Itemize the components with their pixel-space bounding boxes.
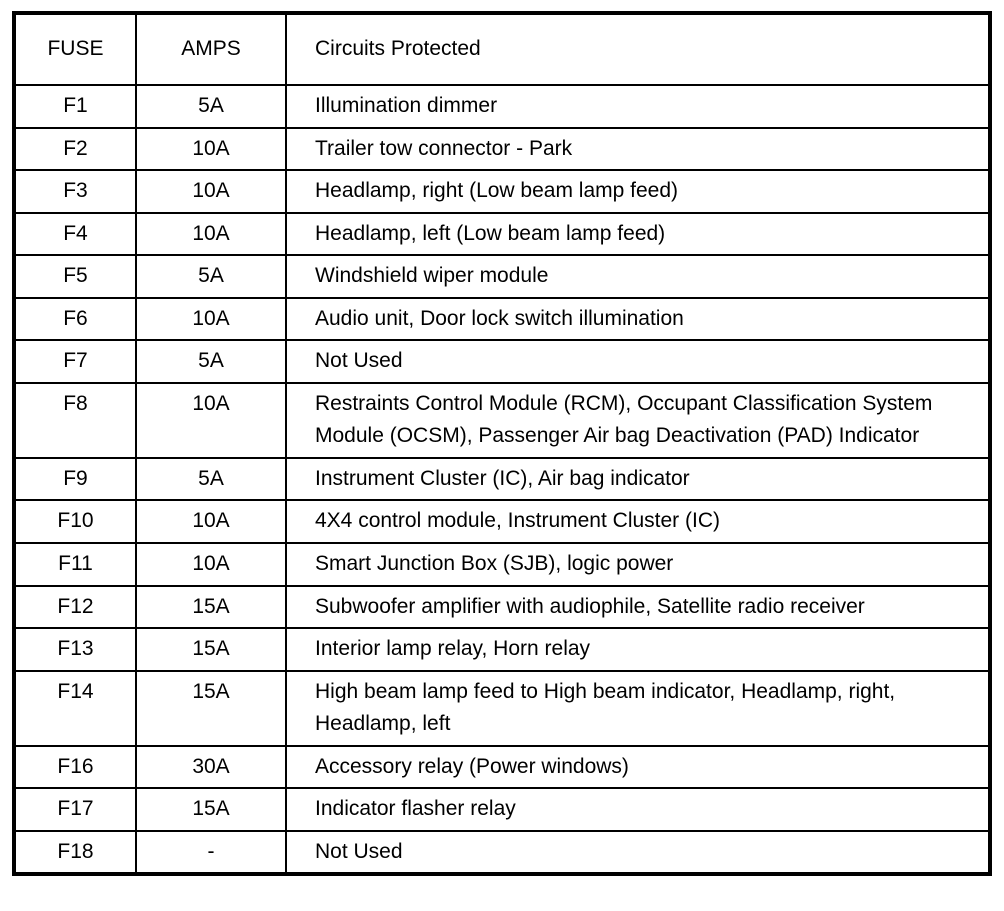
amps-cell: 5A — [136, 458, 286, 501]
circuits-column-header: Circuits Protected — [286, 13, 990, 85]
circuits-cell: Trailer tow connector - Park — [286, 128, 990, 171]
fuse-cell: F7 — [14, 340, 136, 383]
fuse-cell: F11 — [14, 543, 136, 586]
table-row — [14, 831, 990, 875]
table-row — [14, 85, 990, 128]
amps-cell: - — [136, 831, 286, 875]
circuits-cell: Headlamp, right (Low beam lamp feed) — [286, 170, 990, 213]
amps-cell: 15A — [136, 628, 286, 671]
fuse-cell: F16 — [14, 746, 136, 789]
fuse-cell: F17 — [14, 788, 136, 831]
fuse-cell: F6 — [14, 298, 136, 341]
table-row — [14, 213, 990, 256]
table-row — [14, 383, 990, 458]
amps-cell: 10A — [136, 170, 286, 213]
circuits-cell: 4X4 control module, Instrument Cluster (IC) — [286, 500, 990, 543]
amps-cell: 10A — [136, 383, 286, 458]
circuits-cell: Indicator flasher relay — [286, 788, 990, 831]
circuits-cell: Interior lamp relay, Horn relay — [286, 628, 990, 671]
table-row — [14, 298, 990, 341]
circuits-cell: Not Used — [286, 831, 990, 875]
circuits-cell: Subwoofer amplifier with audiophile, Satellite radio receiver — [286, 586, 990, 629]
amps-cell: 10A — [136, 213, 286, 256]
table-row — [14, 586, 990, 629]
amps-cell: 10A — [136, 128, 286, 171]
amps-column-header: AMPS — [136, 13, 286, 85]
table-row — [14, 500, 990, 543]
table-row — [14, 458, 990, 501]
fuse-cell: F1 — [14, 85, 136, 128]
circuits-cell: Accessory relay (Power windows) — [286, 746, 990, 789]
table-row — [14, 746, 990, 789]
circuits-cell: Smart Junction Box (SJB), logic power — [286, 543, 990, 586]
fuse-table — [12, 11, 992, 876]
table-row — [14, 628, 990, 671]
fuse-cell: F10 — [14, 500, 136, 543]
circuits-cell: High beam lamp feed to High beam indicator, Headlamp, right, Headlamp, left — [286, 671, 990, 746]
fuse-cell: F2 — [14, 128, 136, 171]
amps-cell: 15A — [136, 788, 286, 831]
amps-cell: 30A — [136, 746, 286, 789]
fuse-cell: F9 — [14, 458, 136, 501]
table-row — [14, 340, 990, 383]
amps-cell: 10A — [136, 543, 286, 586]
header-row — [14, 13, 990, 85]
amps-cell: 5A — [136, 85, 286, 128]
amps-cell: 10A — [136, 500, 286, 543]
table-row — [14, 671, 990, 746]
table-row — [14, 170, 990, 213]
fuse-column-header: FUSE — [14, 13, 136, 85]
table-row — [14, 788, 990, 831]
fuse-cell: F4 — [14, 213, 136, 256]
circuits-cell: Restraints Control Module (RCM), Occupant Classification System Module (OCSM), Passenger Air bag Deactivation (PAD) Indicator — [286, 383, 990, 458]
table-row — [14, 128, 990, 171]
fuse-cell: F5 — [14, 255, 136, 298]
amps-cell: 15A — [136, 586, 286, 629]
fuse-cell: F13 — [14, 628, 136, 671]
table-row — [14, 255, 990, 298]
amps-cell: 15A — [136, 671, 286, 746]
circuits-cell: Illumination dimmer — [286, 85, 990, 128]
circuits-cell: Audio unit, Door lock switch illumination — [286, 298, 990, 341]
amps-cell: 5A — [136, 255, 286, 298]
fuse-table-header — [14, 13, 990, 85]
fuse-cell: F18 — [14, 831, 136, 875]
circuits-cell: Not Used — [286, 340, 990, 383]
amps-cell: 5A — [136, 340, 286, 383]
fuse-cell: F12 — [14, 586, 136, 629]
circuits-cell: Windshield wiper module — [286, 255, 990, 298]
amps-cell: 10A — [136, 298, 286, 341]
table-row — [14, 543, 990, 586]
fuse-cell: F14 — [14, 671, 136, 746]
fuse-table-body — [14, 85, 990, 874]
circuits-cell: Instrument Cluster (IC), Air bag indicator — [286, 458, 990, 501]
circuits-cell: Headlamp, left (Low beam lamp feed) — [286, 213, 990, 256]
fuse-cell: F3 — [14, 170, 136, 213]
fuse-cell: F8 — [14, 383, 136, 458]
